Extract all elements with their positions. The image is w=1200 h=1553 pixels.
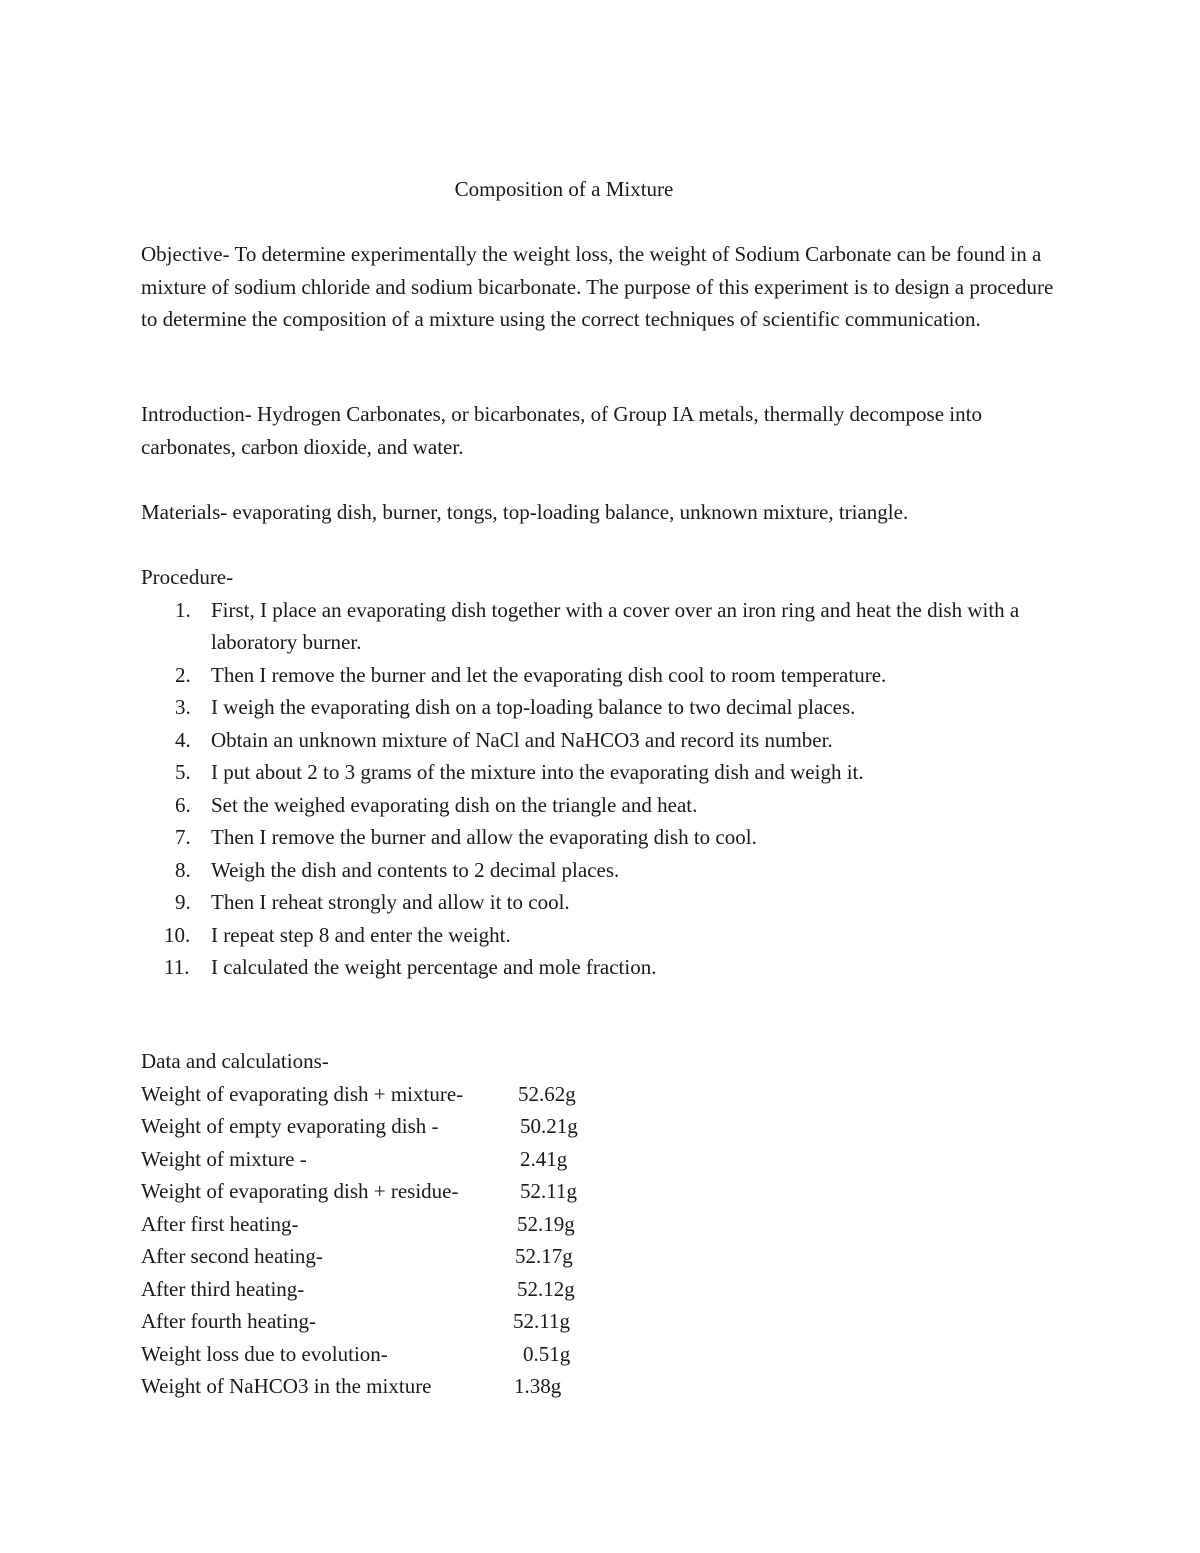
data-label: Weight of empty evaporating dish - [141, 1114, 439, 1138]
data-row [141, 1078, 1071, 1111]
procedure-step [141, 951, 1071, 984]
step-number: 4. [175, 727, 191, 752]
procedure-step [141, 659, 1071, 692]
data-row [141, 1273, 1071, 1306]
data-row [141, 1208, 1071, 1241]
data-row [141, 1110, 1071, 1143]
data-value: 0.51g [523, 1341, 571, 1366]
data-value: 52.62g [518, 1081, 576, 1106]
step-text: I weigh the evaporating dish on a top-loading balance to two decimal places. [211, 695, 856, 719]
step-text: Then I remove the burner and allow the evaporating dish to cool. [211, 825, 757, 849]
step-text: First, I place an evaporating dish together with a cover over an iron ring and heat the dish with a laboratory burner. [211, 597, 1020, 654]
data-row [141, 1305, 1071, 1338]
step-number: 7. [175, 825, 191, 849]
procedure-step [141, 821, 1071, 854]
data-label: Weight of evaporating dish + mixture- [141, 1081, 464, 1106]
procedure-step [141, 724, 1071, 757]
materials-section [141, 496, 1071, 529]
data-label: Weight of NaHCO3 in the mixture [141, 1374, 432, 1398]
data-label: After first heating- [141, 1211, 299, 1236]
data-row [141, 1175, 1071, 1208]
step-number: 2. [175, 662, 191, 687]
step-text: Then I remove the burner and let the evaporating dish cool to room temperature. [211, 662, 887, 687]
step-number: 1. [175, 597, 191, 622]
procedure-label: Procedure- [141, 565, 234, 589]
data-label: After second heating- [141, 1244, 323, 1268]
procedure-step [141, 886, 1071, 919]
data-value: 52.11g [520, 1179, 577, 1203]
data-label: After third heating- [141, 1276, 305, 1301]
procedure-step [141, 756, 1071, 789]
data-row [141, 1370, 1071, 1403]
data-label: After fourth heating- [141, 1309, 316, 1333]
objective-section [141, 238, 1071, 336]
procedure-step [141, 691, 1071, 724]
data-row [141, 1338, 1071, 1371]
introduction-section [141, 398, 1071, 463]
data-label: Weight of evaporating dish + residue- [141, 1179, 459, 1203]
data-value: 2.41g [520, 1146, 568, 1171]
step-text: Then I reheat strongly and allow it to cool. [211, 890, 570, 914]
step-text: I repeat step 8 and enter the weight. [211, 922, 511, 947]
step-number: 9. [175, 890, 191, 914]
data-section [141, 1045, 1071, 1403]
step-text: I calculated the weight percentage and mole fraction. [211, 955, 657, 979]
data-label: Weight loss due to evolution- [141, 1341, 388, 1366]
document-title: Composition of a Mixture [454, 177, 674, 201]
data-row [141, 1240, 1071, 1273]
step-number: 5. [175, 760, 191, 784]
data-value: 52.11g [513, 1309, 570, 1333]
data-value: 52.12g [517, 1276, 575, 1301]
data-label: Weight of mixture - [141, 1146, 307, 1171]
data-value: 50.21g [520, 1114, 578, 1138]
procedure-step [141, 594, 1071, 659]
step-number: 3. [175, 695, 191, 719]
step-text: Set the weighed evaporating dish on the triangle and heat. [211, 792, 698, 817]
step-number: 10. [164, 922, 191, 947]
data-heading: Data and calculations- [141, 1049, 329, 1073]
step-text: I put about 2 to 3 grams of the mixture into the evaporating dish and weigh it. [211, 760, 864, 784]
data-row [141, 1143, 1071, 1176]
objective-paragraph: Objective- To determine experimentally the weight loss, the weight of Sodium Carbonate can be found in a mixture of sodium chloride and sodium bicarbonate. The purpose of this experiment is to design a procedure to determine the composition of a mixture using the correct techniques of scientific communication. [141, 242, 1054, 331]
step-number: 6. [175, 792, 191, 817]
procedure-step [141, 789, 1071, 822]
step-number: 11. [164, 955, 190, 979]
data-value: 52.19g [517, 1211, 575, 1236]
materials-paragraph: Materials- evaporating dish, burner, tongs, top-loading balance, unknown mixture, triangle. [141, 500, 909, 524]
step-text: Weigh the dish and contents to 2 decimal places. [211, 857, 620, 882]
introduction-paragraph: Introduction- Hydrogen Carbonates, or bicarbonates, of Group IA metals, thermally decompose into carbonates, carbon dioxide, and water. [141, 402, 982, 459]
step-number: 8. [175, 857, 191, 882]
data-value: 52.17g [515, 1244, 573, 1268]
procedure-section [141, 561, 1071, 984]
data-value: 1.38g [514, 1374, 562, 1398]
procedure-steps-list [141, 594, 1071, 984]
procedure-step [141, 919, 1071, 952]
step-text: Obtain an unknown mixture of NaCl and NaHCO3 and record its number. [211, 727, 833, 752]
procedure-step [141, 854, 1071, 887]
